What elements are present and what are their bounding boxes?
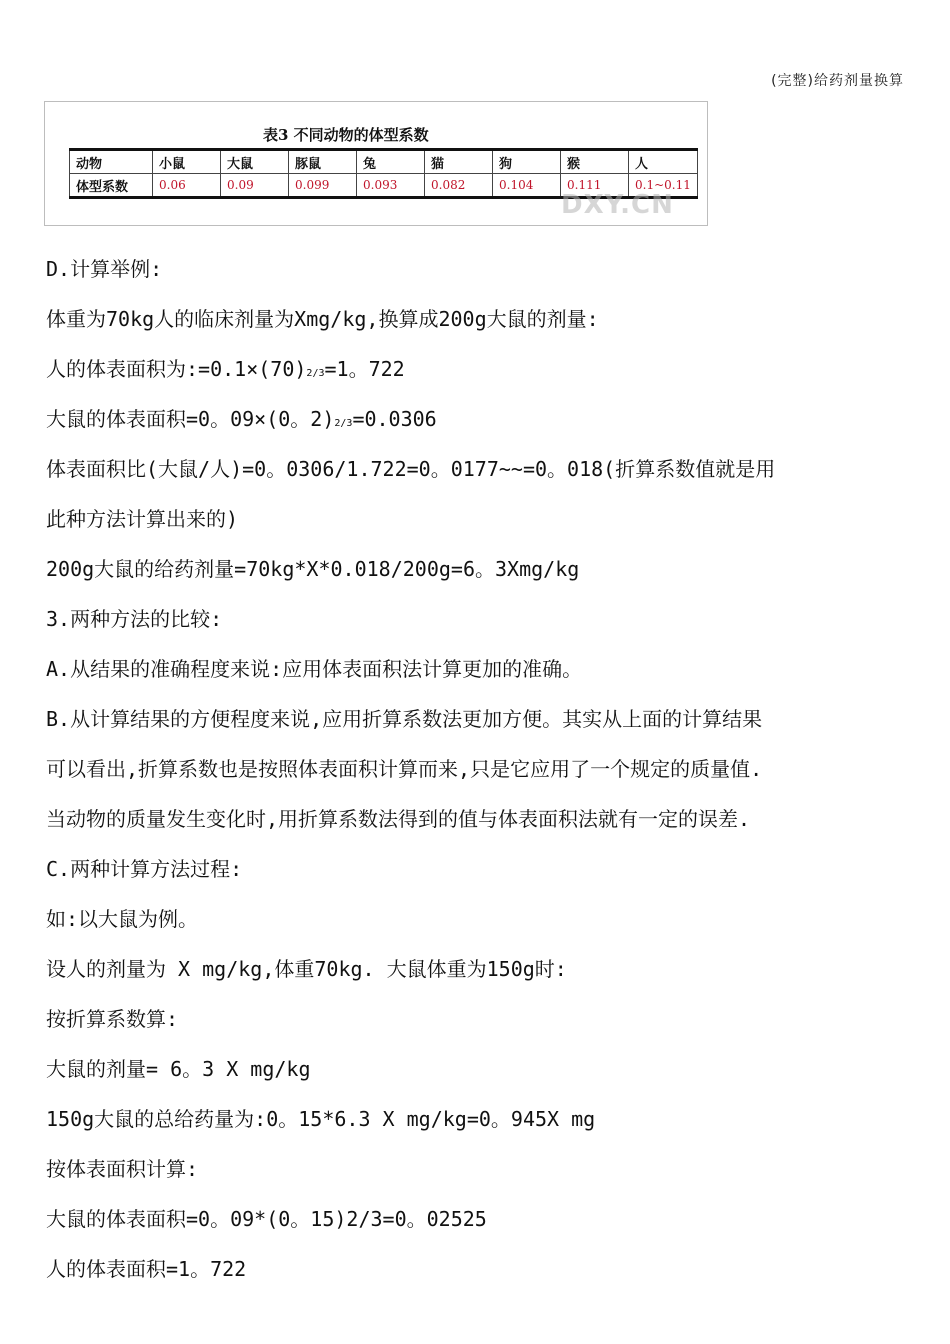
table-header-cell: 豚鼠: [289, 150, 357, 174]
text-line: 此种方法计算出来的): [46, 507, 239, 531]
text-line: 设人的剂量为 X mg/kg,体重70kg. 大鼠体重为150g时:: [46, 957, 567, 981]
table-header-cell: 人: [629, 150, 698, 174]
text-line: 大鼠的剂量= 6。3 X mg/kg: [46, 1057, 311, 1081]
text-line: 人的体表面积=1。722: [46, 1257, 247, 1281]
table-cell: 0.1~0.11: [629, 174, 698, 198]
text-line: B.从计算结果的方便程度来说,应用折算系数法更加方便。其实从上面的计算结果: [46, 707, 763, 731]
text-line: 按折算系数算:: [46, 1007, 179, 1031]
text-line: 体重为70kg人的临床剂量为Xmg/kg,换算成200g大鼠的剂量:: [46, 307, 599, 331]
table-header-cell: 动物: [70, 150, 153, 174]
table-cell: 0.06: [153, 174, 221, 198]
text-line: 体表面积比(大鼠/人)=0。0306/1.722=0。0177~~=0。018(折算系数值就是用: [46, 457, 776, 481]
text-line: [46, 394, 916, 444]
text-line-part: =0.0306: [352, 407, 437, 431]
text-line: 150g大鼠的总给药量为:0。15*6.3 X mg/kg=0。945X mg: [46, 1107, 596, 1131]
table-cell: 0.093: [357, 174, 425, 198]
text-line: 3.两种方法的比较:: [46, 607, 223, 631]
text-line: 如:以大鼠为例。: [46, 907, 199, 931]
text-line-part: =1。722: [324, 357, 405, 381]
watermark: DXY.CN: [561, 190, 674, 220]
table-cell: 0.082: [425, 174, 493, 198]
text-line: D.计算举例:: [46, 257, 163, 281]
table-row-label: 体型系数: [70, 174, 153, 198]
text-line-part: 人的体表面积为:=0.1×(70): [46, 357, 307, 381]
exponent: 2/3: [306, 368, 325, 379]
exponent: 2/3: [334, 418, 353, 429]
document-body: [46, 244, 916, 1294]
table-header-cell: 狗: [493, 150, 561, 174]
page-header: (完整)给药剂量换算: [771, 73, 904, 89]
table-header-cell: 大鼠: [221, 150, 289, 174]
table-header-cell: 猫: [425, 150, 493, 174]
text-line: 可以看出,折算系数也是按照体表面积计算而来,只是它应用了一个规定的质量值.: [46, 757, 763, 781]
table-cell: 0.104: [493, 174, 561, 198]
text-line: A.从结果的准确程度来说:应用体表面积法计算更加的准确。: [46, 657, 583, 681]
coefficient-table-figure: [44, 101, 708, 226]
text-line: 大鼠的体表面积=0。09*(0。15)2/3=0。02525: [46, 1207, 487, 1231]
table-title: 表3 不同动物的体型系数: [263, 126, 429, 144]
table-cell: 0.09: [221, 174, 289, 198]
text-line: [46, 344, 916, 394]
table-header-row: [70, 150, 698, 174]
table-header-cell: 猴: [561, 150, 629, 174]
text-line: 当动物的质量发生变化时,用折算系数法得到的值与体表面积法就有一定的误差.: [46, 807, 751, 831]
table-header-cell: 小鼠: [153, 150, 221, 174]
text-line-part: 大鼠的体表面积=0。09×(0。2): [46, 407, 335, 431]
table-header-cell: 兔: [357, 150, 425, 174]
text-line: 200g大鼠的给药剂量=70kg*X*0.018/200g=6。3Xmg/kg: [46, 557, 580, 581]
text-line: C.两种计算方法过程:: [46, 857, 243, 881]
table-cell: 0.099: [289, 174, 357, 198]
table-cell: 0.111: [561, 174, 629, 198]
text-line: 按体表面积计算:: [46, 1157, 199, 1181]
